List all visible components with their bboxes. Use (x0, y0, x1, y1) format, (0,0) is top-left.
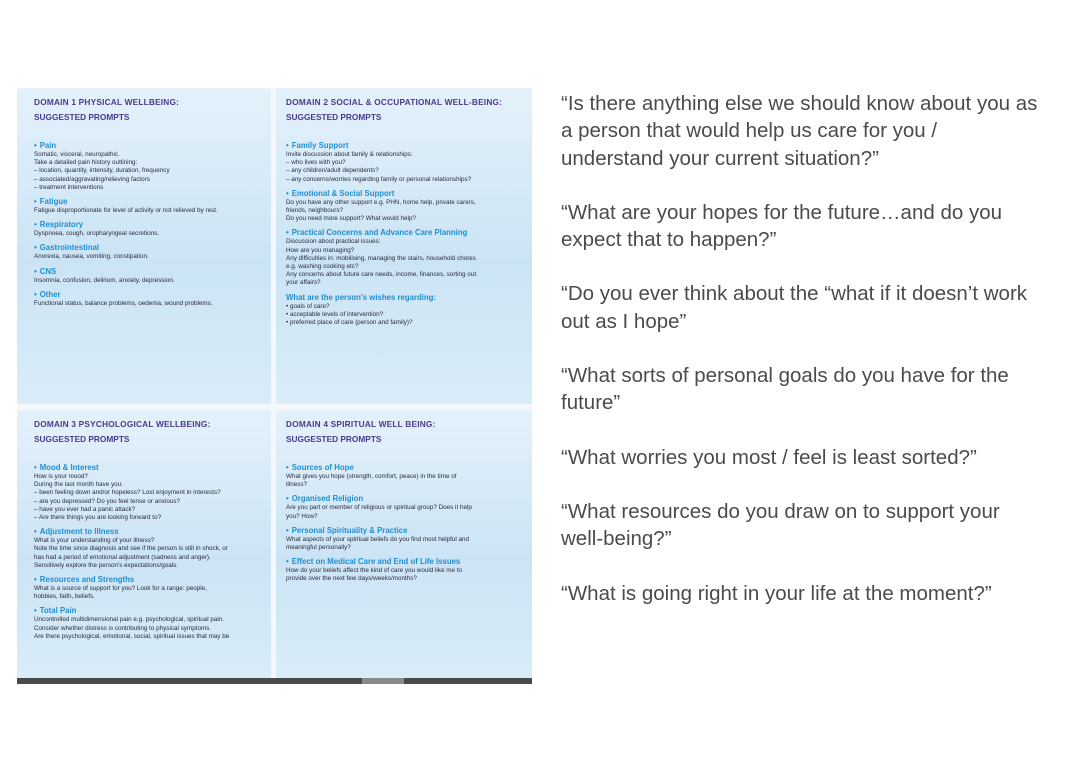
section-heading-text: Family Support (291, 141, 349, 150)
prompt-section (34, 290, 265, 308)
domain-1-panel (17, 88, 271, 404)
section-line: How is your mood? (34, 473, 88, 480)
section-line: Are you part or member of religious or spiritual group? Does it help (286, 504, 472, 512)
section-line: hobbies, faith, beliefs. (34, 593, 95, 601)
section-heading-text: Personal Spirituality & Practice (291, 525, 408, 535)
section-heading-text: Mood & Interest (39, 463, 99, 472)
quote-item: “What are your hopes for the future…and do you expect that to happen?” (561, 200, 1003, 252)
section-line: Dyspnoea, cough, oropharyngeal secretions. (34, 230, 159, 238)
section-line: • preferred place of care (person and family)? (286, 319, 526, 327)
bullet-icon: • (286, 463, 289, 472)
prompt-section (34, 141, 265, 192)
domain-subtitle: SUGGESTED PROMPTS (286, 112, 382, 122)
section-line: Consider whether distress is contributing to physical symptoms. (34, 624, 212, 632)
section-line: – have you ever had a panic attack? (34, 506, 265, 514)
section-line: provide over the next few days/weeks/months? (286, 575, 417, 583)
domain-title: DOMAIN 1 PHYSICAL WELLBEING: (34, 97, 180, 107)
section-line: How do your beliefs affect the kind of care you would like me to (286, 567, 462, 575)
section-heading (286, 293, 526, 303)
prompt-section (34, 267, 265, 285)
section-heading-text: Gastrointestinal (39, 243, 100, 253)
section-line: – location, quantity, intensity, duration, frequency (34, 167, 265, 175)
prompt-section (286, 189, 526, 224)
section-heading-text: Sources of Hope (291, 463, 354, 472)
section-heading-text: Pain (39, 141, 57, 150)
section-line: e.g. washing cooking etc? (286, 263, 359, 271)
section-line: illness? (286, 481, 307, 489)
section-line: Any difficulties in: mobilising, managing the stairs, household chores (286, 254, 476, 262)
prompt-section (34, 575, 265, 601)
section-line: meaningful personally? (286, 544, 351, 552)
section-line: Insomnia, confusion, delirium, anxiety, depression. (34, 276, 175, 284)
domain-3-panel (17, 410, 271, 680)
bullet-icon: • (34, 197, 37, 207)
bullet-icon: • (34, 527, 37, 537)
section-heading-text: Effect on Medical Care and End of Life Issues (291, 557, 461, 567)
section-heading (34, 463, 265, 473)
section-line: – who lives with you? (286, 159, 526, 167)
section-line: – are you depressed? Do you feel tense or anxious? (34, 498, 265, 506)
section-heading (34, 290, 265, 300)
section-line: • goals of care? (286, 303, 526, 311)
section-heading (34, 527, 265, 537)
bullet-icon: • (286, 228, 289, 238)
prompt-section (286, 228, 526, 287)
section-line: Note the time since diagnosis and see if the person is still in shock, or (34, 545, 228, 553)
section-heading-text: Adjustment to Illness (39, 527, 119, 537)
section-line: Do you have any other support e.g. PHN, home help, private carers, (286, 198, 476, 206)
domain-title: DOMAIN 3 PSYCHOLOGICAL WELLBEING: (34, 419, 211, 429)
bullet-icon: • (34, 575, 37, 585)
section-line: What is a source of support for you? Look for a range: people, (34, 585, 207, 593)
section-heading (286, 557, 526, 567)
section-line: Sensitively explore the person's expectations/goals. (34, 561, 179, 569)
section-line: – any children/adult dependents? (286, 167, 526, 175)
prompt-section (34, 197, 265, 215)
section-heading (34, 267, 265, 277)
section-heading (34, 141, 265, 151)
section-heading-text: Respiratory (39, 220, 84, 230)
section-line: Discussion about practical issues: (286, 238, 381, 246)
section-line: you? How? (286, 512, 318, 520)
quotes-list (561, 90, 1041, 684)
section-line: Any concerns about future care needs, income, finances, sorting out (286, 271, 477, 279)
section-heading (286, 141, 526, 151)
section-line: – associated/aggravating/relieving factors (34, 176, 265, 184)
section-line: What aspects of your spiritual beliefs do you find most helpful and (286, 535, 470, 543)
domain-subtitle: SUGGESTED PROMPTS (286, 434, 382, 444)
section-line: friends, neighbours? (286, 207, 344, 215)
quote-item: “Do you ever think about the “what if it doesn’t work out as I hope” (561, 282, 1028, 333)
prompt-section (286, 494, 526, 520)
horizontal-scrollbar[interactable] (17, 678, 532, 684)
section-heading (286, 228, 526, 238)
section-line: • acceptable levels of intervention? (286, 311, 526, 319)
section-heading-text: Emotional & Social Support (291, 188, 395, 198)
section-line: your affairs? (286, 279, 321, 287)
section-heading-text: Fatigue (39, 197, 68, 207)
prompts-document-image (17, 88, 532, 684)
bullet-icon: • (34, 220, 37, 230)
bullet-icon: • (286, 557, 289, 567)
prompt-section (286, 557, 526, 583)
bullet-icon: • (34, 141, 37, 150)
prompt-section (34, 463, 265, 522)
domain-2-panel (276, 88, 532, 404)
section-heading (34, 606, 265, 616)
section-heading (34, 220, 265, 230)
section-heading-text: Organised Religion (291, 494, 364, 504)
bullet-icon: • (34, 243, 37, 253)
quote-item: “What worries you most / feel is least sorted?” (561, 445, 977, 469)
prompt-section (34, 606, 265, 641)
domain-subtitle: SUGGESTED PROMPTS (34, 434, 130, 444)
section-line: Functional status, balance problems, oedema, wound problems. (34, 299, 213, 307)
section-line: Invite discussion about family & relationships: (286, 151, 413, 158)
section-line: Uncontrolled multidimensional pain e.g. psychological, spiritual pain. (34, 616, 225, 624)
prompt-section (286, 293, 526, 328)
bullet-icon: • (286, 494, 289, 504)
section-heading-text: What are the person's wishes regarding: (286, 292, 437, 302)
prompt-section (286, 463, 526, 489)
section-heading-text: Other (39, 289, 61, 299)
section-line: – been feeling down and/or hopeless? Lost enjoyment in interests? (34, 489, 265, 497)
prompt-section (286, 526, 526, 552)
section-heading (286, 463, 526, 473)
section-heading-text: Resources and Strengths (39, 575, 135, 585)
domain-subtitle: SUGGESTED PROMPTS (34, 112, 130, 122)
section-line: During the last month have you: (34, 481, 123, 489)
prompt-section (286, 141, 526, 184)
section-heading (286, 494, 526, 504)
quote-item: “What resources do you draw on to support your well-being?” (561, 499, 1000, 551)
prompt-section (34, 527, 265, 570)
section-heading (34, 243, 265, 253)
section-line: Take a detailed pain history outlining: (34, 159, 138, 167)
section-line: Do you need more support? What would help? (286, 215, 416, 223)
section-heading (34, 575, 265, 585)
section-line: Fatigue disproportionate for level of activity or not relieved by rest. (34, 207, 218, 215)
prompt-section (34, 243, 265, 261)
domain-title: DOMAIN 4 SPIRITUAL WELL BEING: (286, 419, 436, 429)
section-line: – any concerns/worries regarding family or personal relationships? (286, 176, 526, 184)
bullet-icon: • (34, 266, 37, 276)
bullet-icon: • (34, 463, 37, 472)
domain-title: DOMAIN 2 SOCIAL & OCCUPATIONAL WELL-BEING: (286, 97, 503, 107)
bullet-icon: • (34, 606, 37, 616)
bullet-icon: • (286, 188, 289, 198)
section-line: – treatment interventions (34, 184, 265, 192)
section-line: has had a period of emotional adjustment (sadness and anger). (34, 553, 211, 561)
section-line: What is your understanding of your illness? (34, 537, 155, 545)
section-heading (34, 197, 265, 207)
section-heading-text: Total Pain (39, 606, 77, 616)
section-line: – Are there things you are looking forward to? (34, 514, 265, 522)
domain-4-panel (276, 410, 532, 680)
section-heading-text: Practical Concerns and Advance Care Planning (291, 228, 468, 238)
bullet-icon: • (286, 141, 289, 150)
section-line: What gives you hope (strength, comfort, peace) in the time of (286, 473, 457, 480)
section-heading (286, 189, 526, 199)
section-line: Are there psychological, emotional, social, spiritual issues that may be (34, 632, 230, 640)
prompt-section (34, 220, 265, 238)
bullet-icon: • (286, 525, 289, 535)
scrollbar-thumb[interactable] (362, 678, 404, 684)
quote-item: “What is going right in your life at the moment?” (561, 581, 992, 605)
section-line: How are you managing? (286, 246, 355, 254)
section-line: Anorexia, nausea, vomiting, constipation. (34, 253, 149, 261)
bullet-icon: • (34, 289, 37, 299)
quote-item: “What sorts of personal goals do you have for the future” (561, 364, 1009, 415)
quote-item: “Is there anything else we should know about you as a person that would help us care for you / understand your current situation?” (561, 92, 1038, 170)
section-heading (286, 526, 526, 536)
section-heading-text: CNS (39, 266, 57, 276)
section-line: Somatic, visceral, neuropathic. (34, 151, 120, 158)
